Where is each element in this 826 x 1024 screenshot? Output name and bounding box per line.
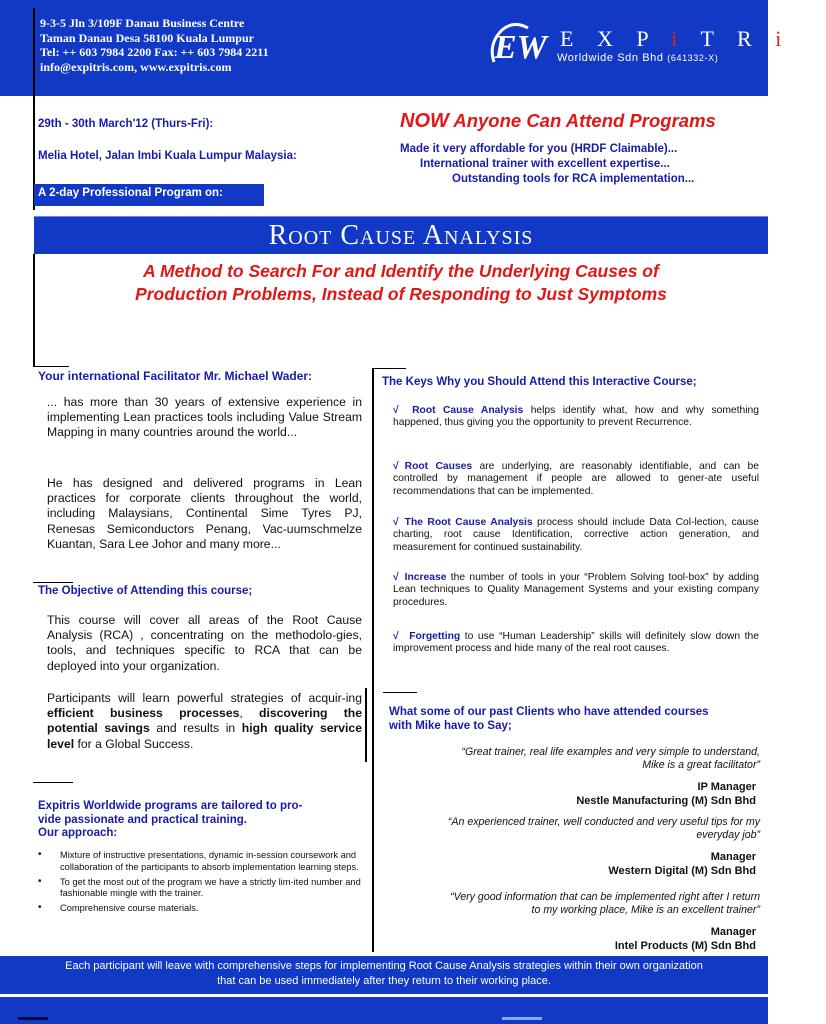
check-icon: √ bbox=[393, 405, 399, 416]
approach-list bbox=[36, 850, 366, 918]
key-item: √ Forgetting to use “Human Leadership” skills will definitely slow down the improvement process and hide many of the real root causes. bbox=[393, 631, 759, 655]
testimonial-attribution: Manager Intel Products (M) Sdn Bhd bbox=[614, 926, 756, 952]
objective-heading: The Objective of Attending this course; bbox=[38, 585, 253, 597]
testimonial-attribution: Manager Western Digital (M) Sdn Bhd bbox=[608, 851, 756, 877]
address-line: 9-3-5 Jln 3/109F Danau Business Centre bbox=[40, 16, 245, 30]
key-item: √ Increase the number of tools in your “Problem Solving tool-box” by adding Lean techniques to Quality Management Systems and your existing company procedures. bbox=[393, 572, 759, 608]
check-icon: √ bbox=[393, 517, 399, 528]
company-address bbox=[40, 16, 269, 74]
objective-paragraph: Participants will learn powerful strategies of acquir-ing efficient business processes, discovering the potential savings and results in high quality service level for a Global Success. bbox=[47, 691, 362, 751]
promo-lines bbox=[390, 142, 730, 187]
left-rule bbox=[33, 8, 35, 210]
header-band bbox=[0, 0, 826, 96]
logo-wordmark: E X P i T R i S bbox=[560, 26, 826, 51]
promo-headline: NOW Anyone Can Attend Programs bbox=[400, 110, 716, 132]
list-item: • Comprehensive course materials. bbox=[36, 903, 366, 915]
approach-heading-line: Expitris Worldwide programs are tailored to pro- bbox=[38, 800, 303, 812]
footer-band bbox=[0, 956, 768, 994]
title-band-rule bbox=[34, 216, 768, 217]
footer-mark bbox=[18, 1017, 48, 1020]
section-tick bbox=[33, 582, 73, 583]
key-item: √ Root Cause Analysis helps identify what, how and why something happened, thus giving you the opportunity to prevent Recurrence. bbox=[393, 405, 759, 429]
approach-heading bbox=[38, 800, 358, 841]
promo-line: Outstanding tools for RCA implementation... bbox=[452, 173, 695, 185]
promo-line: Made it very affordable for you (HRDF Claimable)... bbox=[400, 143, 678, 155]
course-subtitle bbox=[34, 260, 768, 306]
title-band bbox=[34, 216, 768, 254]
facilitator-paragraph: ... has more than 30 years of extensive experience in implementing Lean practices tools including Value Stream Mapping in many countries around the world... bbox=[47, 395, 362, 440]
logo-mark-text: EW bbox=[494, 29, 547, 66]
course-title: Root Cause Analysis bbox=[268, 220, 534, 251]
footer-bottom-band bbox=[0, 997, 768, 1024]
testimonial-quote: “An experienced trainer, well conducted and very useful tips for my everyday job” bbox=[447, 816, 760, 841]
footer-line: that can be used immediately after they return to their working place. bbox=[217, 975, 551, 987]
objective-paragraph: This course will cover all areas of the Root Cause Analysis (RCA) , concentrating on the methodolo-gies, tools, and techniques specific to RCA that can be deployed into your organization. bbox=[47, 613, 362, 673]
list-item: • To get the most out of the program we have a strictly lim-ited number and fashionable mingle with the trainer. bbox=[36, 877, 366, 901]
event-dates: 29th - 30th March'12 (Thurs-Fri): bbox=[38, 118, 214, 130]
contact-line: Tel: ++ 603 7984 2200 Fax: ++ 603 7984 2211 bbox=[40, 45, 269, 59]
key-item: √ Root Causes are underlying, are reasonably identifiable, and can be controlled by management if people are allowed to gener-ate useful recommendations that can be implemented. bbox=[393, 461, 759, 497]
keys-heading: The Keys Why you Should Attend this Interactive Course; bbox=[382, 376, 697, 388]
logo-subtitle: Worldwide Sdn Bhd (641332-X) bbox=[557, 52, 719, 64]
testimonials-heading bbox=[389, 706, 709, 733]
facilitator-paragraph: He has designed and delivered programs in Lean practices for corporate clients throughout the world, including Malaysians, Continental Sime Tyres PJ, Renesas Semiconductors Penang, Vac-uumschmelze Kuantan, Sara Lee Johor and many more... bbox=[47, 476, 362, 551]
facilitator-heading: Your international Facilitator Mr. Michael Wader: bbox=[38, 369, 313, 383]
section-tick bbox=[372, 368, 406, 369]
address-line: Taman Danau Desa 58100 Kuala Lumpur bbox=[40, 30, 254, 45]
section-tick bbox=[383, 692, 417, 693]
approach-heading-line: Our approach: bbox=[38, 827, 118, 839]
footer-line: Each participant will leave with comprehensive steps for implementing Root Cause Analysis strategies within their own organization bbox=[65, 960, 703, 972]
subtitle-line: A Method to Search For and Identify the Underlying Causes of bbox=[143, 261, 659, 281]
check-icon: √ bbox=[393, 572, 399, 583]
footer-mark bbox=[502, 1017, 542, 1020]
key-item: √ The Root Cause Analysis process should include Data Col-lection, cause charting, root cause Identification, corrective action generation, and measurement for continued sustainability. bbox=[393, 517, 759, 553]
section-tick bbox=[33, 366, 69, 367]
section-tick bbox=[33, 782, 73, 783]
promo-line: International trainer with excellent expertise... bbox=[420, 158, 670, 170]
approach-heading-line: vide passionate and practical training. bbox=[38, 813, 247, 826]
testimonial-quote: “Great trainer, real life examples and very simple to understand, Mike is a great facilitator” bbox=[461, 746, 760, 771]
list-item: • Mixture of instructive presentations, dynamic in-session coursework and collaboration of the participants to absorb implementation learning steps. bbox=[36, 850, 366, 874]
testimonials-heading-line: with Mike have to Say; bbox=[389, 719, 512, 732]
email-web-line[interactable]: info@expitris.com, www.expitris.com bbox=[40, 59, 232, 74]
event-venue: Melia Hotel, Jalan Imbi Kuala Lumpur Malaysia: bbox=[38, 150, 297, 162]
testimonial-quote: “Very good information that can be implemented right after I return to my working place, Mike is an excellent trainer” bbox=[450, 891, 760, 916]
column-rule bbox=[365, 688, 367, 762]
subtitle-line: Production Problems, Instead of Responding to Just Symptoms bbox=[135, 284, 667, 304]
column-rule bbox=[372, 368, 374, 952]
company-logo bbox=[488, 20, 826, 70]
testimonials-heading-line: What some of our past Clients who have attended courses bbox=[389, 706, 709, 718]
testimonial-attribution: IP Manager Nestle Manufacturing (M) Sdn Bhd bbox=[576, 781, 756, 807]
check-icon: √ bbox=[393, 631, 399, 642]
program-label: A 2-day Professional Program on: bbox=[34, 184, 264, 206]
check-icon: √ bbox=[393, 461, 399, 472]
ew-logo-icon bbox=[488, 22, 554, 66]
